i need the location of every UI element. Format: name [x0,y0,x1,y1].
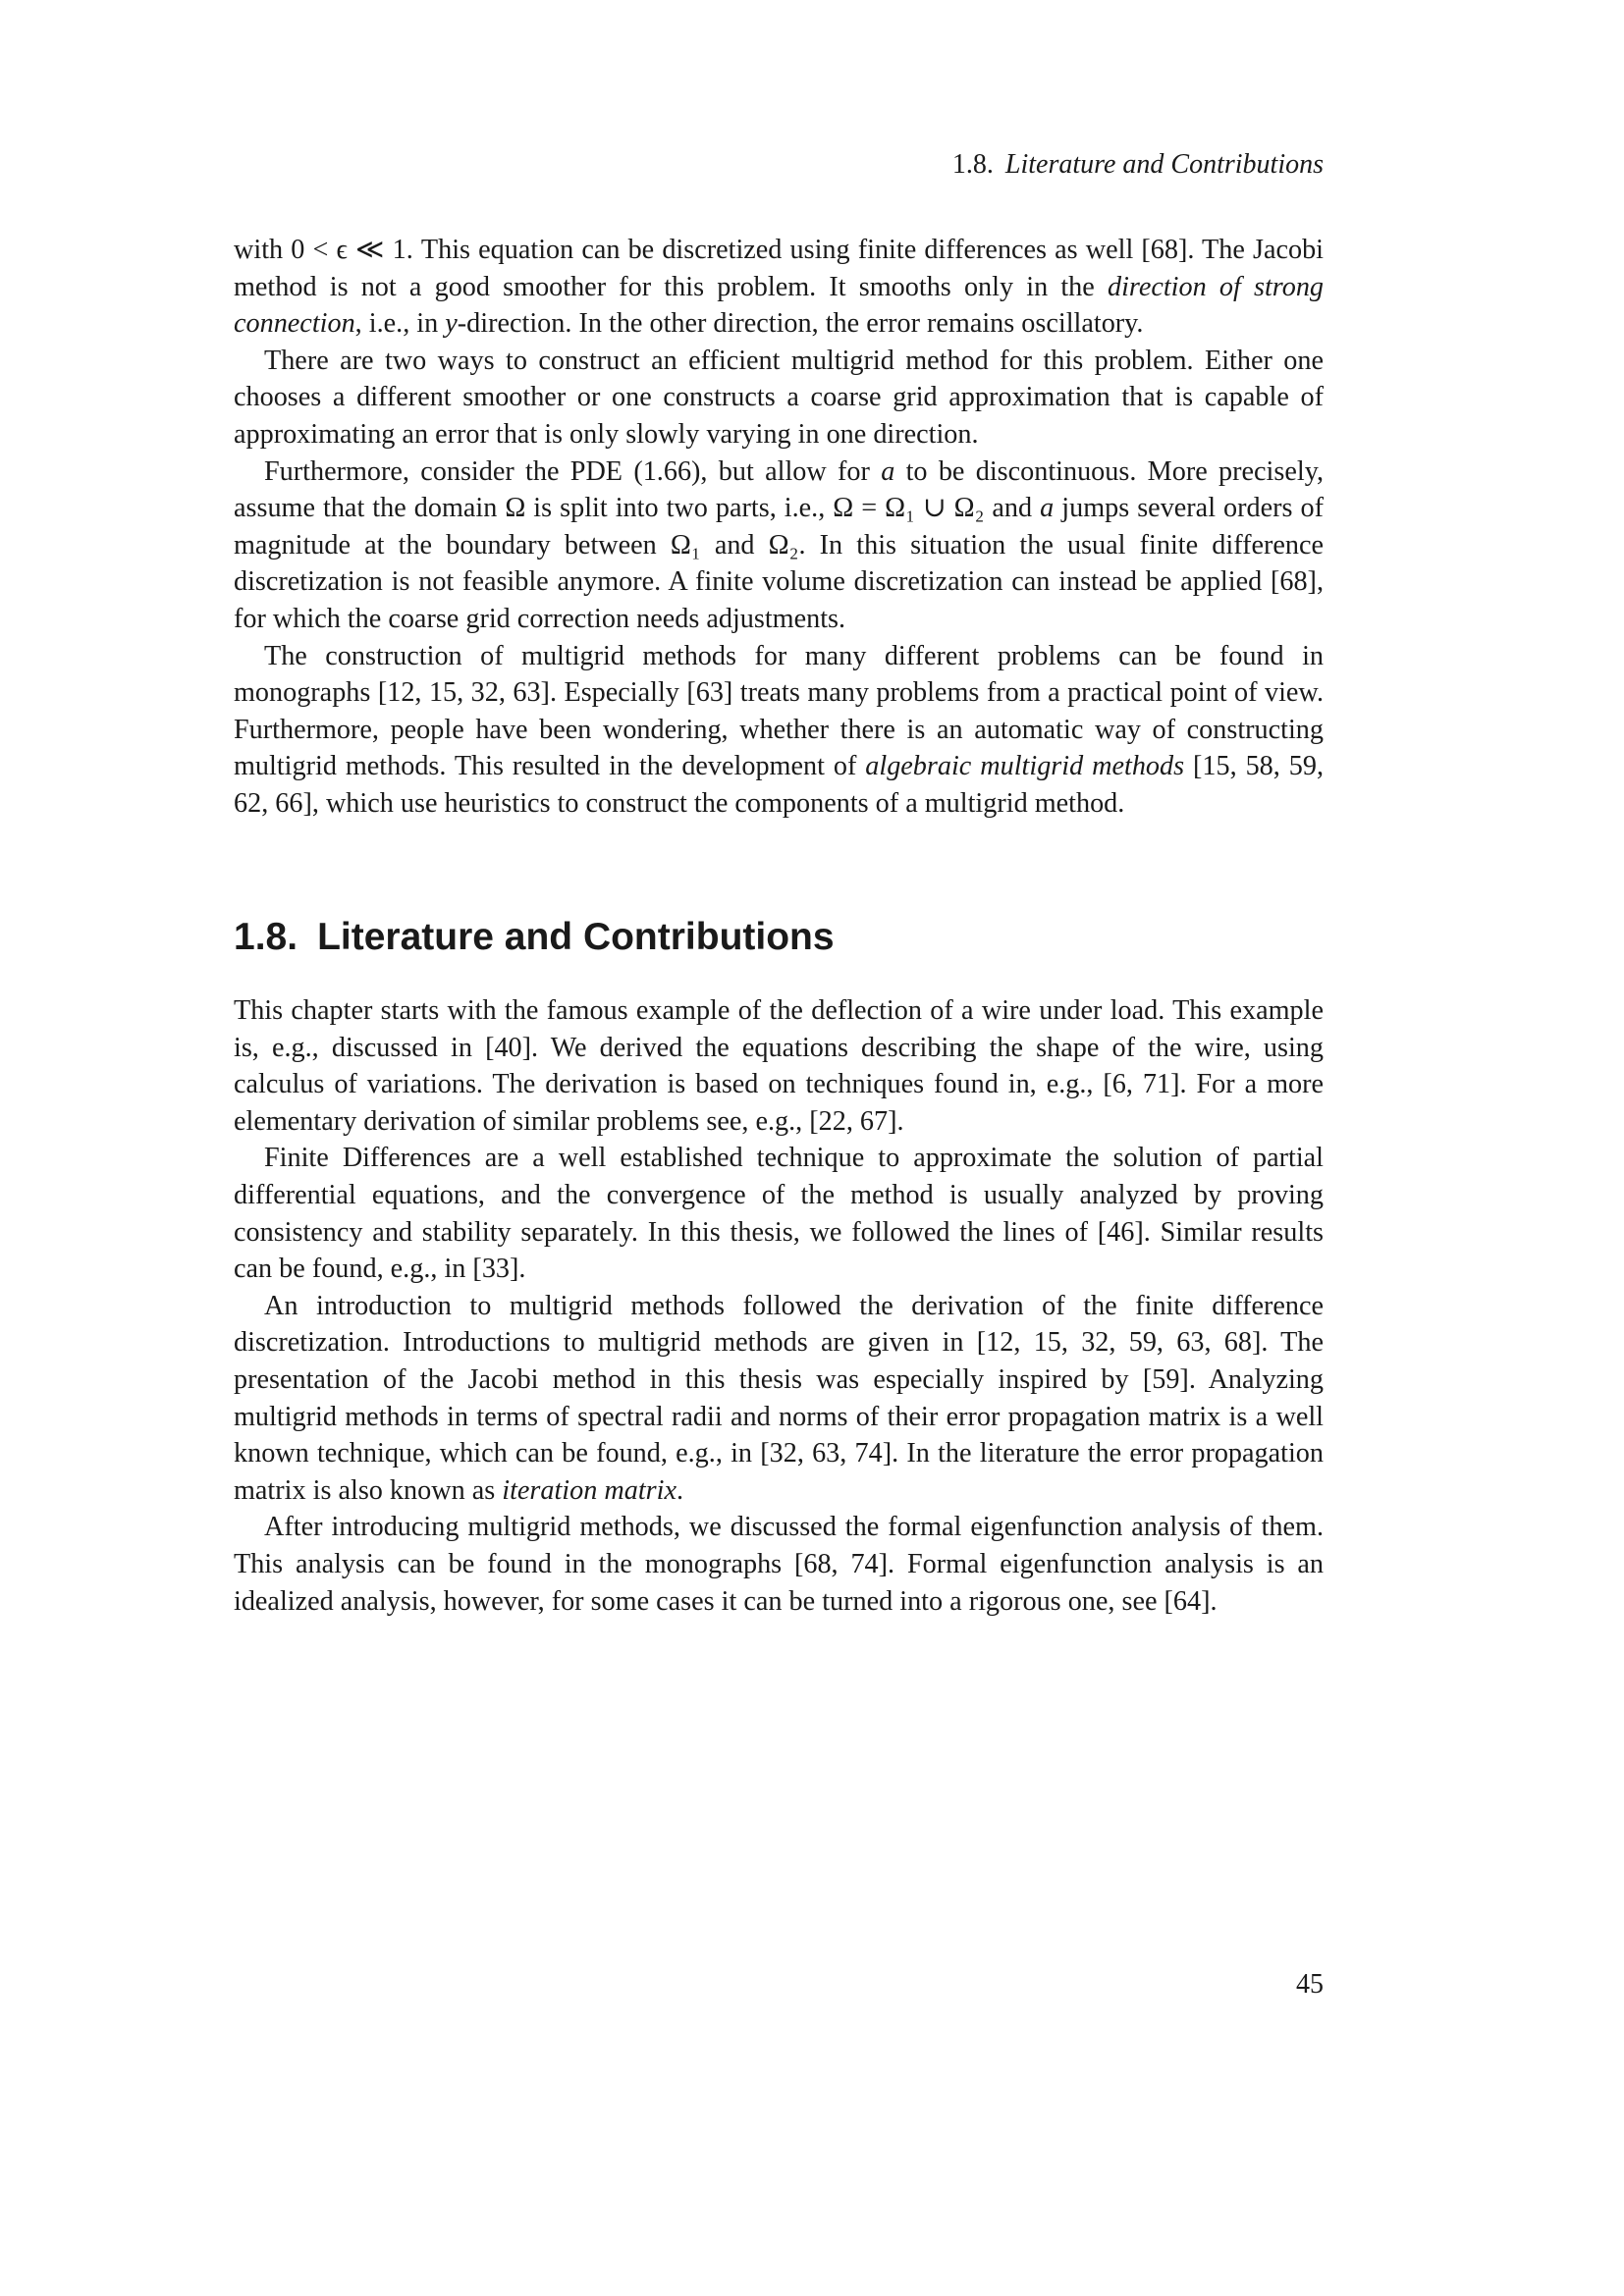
section-heading [234,913,835,962]
emphasis-direction-of-strong-connection: direction of strong connection [234,271,1325,340]
body-text-top [234,232,1324,823]
paragraph-eigenfunction-analysis: After introducing multigrid methods, we discussed the formal eigenfunction analysis of them. This analysis can be found in the monographs [68, 74]. Formal eigenfunction analysis is an idealized analysis, however, for some cases it can be turned into a rigorous one, see [64]. [234,1512,1324,1617]
running-header-section-number: 1.8. [951,149,994,180]
running-header-section-title: Literature and Contributions [1004,149,1324,180]
emphasis-algebraic-multigrid-methods: algebraic multigrid methods [865,751,1185,782]
math-variable-y: y [445,308,458,340]
paragraph-wire-example: This chapter starts with the famous example of the deflection of a wire under load. This example is, e.g., discussed in [40]. We derived the equations describing the shape of the wire, using calculus of variations. The derivation is based on techniques found in, e.g., [6, 71]. For a more elementary derivation of similar problems see, e.g., [22, 67]. [234,995,1324,1137]
running-header [952,147,1324,183]
text-run: -direction. In the other direction, the error remains oscillatory. [457,308,1144,340]
paragraph-continuation [234,232,1324,343]
text-run: . [676,1474,684,1506]
body-text-bottom [234,992,1324,1620]
math-variable-a: a [1040,493,1055,524]
section-heading-number: 1.8. [234,916,298,958]
paragraph-finite-differences: Finite Differences are a well established technique to approximate the solution of partial differential equations, and the convergence of the method is usually analyzed by proving consistency and stability separately. In this thesis, we followed the lines of [46]. Similar results can be found, e.g., in [33]. [234,1143,1324,1285]
math-variable-a: a [881,455,895,487]
paragraph-discontinuous [234,454,1324,638]
text-run: , i.e., in [354,308,446,340]
text-run: The construction of multigrid methods for many different problems can be found in monographs [12, 15, 32, 63]. Especially [63] treats many problems from a practical point of view. Furthermore, people have been wondering, whether there is an automatic way of constructing multigrid methods. This resulted in the development of [234,640,1324,782]
page-number: 45 [1296,1969,1324,2000]
text-run: Furthermore, consider the PDE (1.66), but allow for [264,455,882,487]
text-run: to be discontinuous. More precisely, assume that the domain Ω is split into two parts, i.e., Ω = Ω₁ ∪ Ω₂ and [234,455,1324,524]
text-run: with 0 < ϵ ≪ 1. This equation can be discretized using finite differences as well [68]. The Jacobi method is not a good smoother for this problem. It smooths only in the [234,235,1324,302]
text-run: jumps several orders of magnitude at the boundary between Ω₁ and Ω₂. In this situation the usual finite difference discretization is not feasible anymore. A finite volume discretization can instead be applied [68], for which the coarse grid correction needs adjustments. [234,493,1325,634]
paragraph-two-ways: There are two ways to construct an efficient multigrid method for this problem. Either one chooses a different smoother or one constructs a coarse grid approximation that is capable of approximating an error that is only slowly varying in one direction. [234,345,1324,450]
text-run: [15, 58, 59, 62, 66], which use heuristics to construct the components of a multigrid method. [234,751,1324,819]
paragraph-construction [234,638,1324,823]
text-run: An introduction to multigrid methods followed the derivation of the finite difference discretization. Introductions to multigrid methods are given in [12, 15, 32, 59, 63, 68]. The presentation of the Jacobi method in this thesis was especially inspired by [59]. Analyzing multigrid methods in terms of spectral radii and norms of their error propagation matrix is a well known technique, which can be found, e.g., in [32, 63, 74]. In the literature the error propagation matrix is also known as [234,1290,1324,1506]
paragraph-multigrid-intro [234,1288,1324,1510]
section-heading-title: Literature and Contributions [317,916,835,958]
emphasis-iteration-matrix: iteration matrix [502,1474,677,1506]
